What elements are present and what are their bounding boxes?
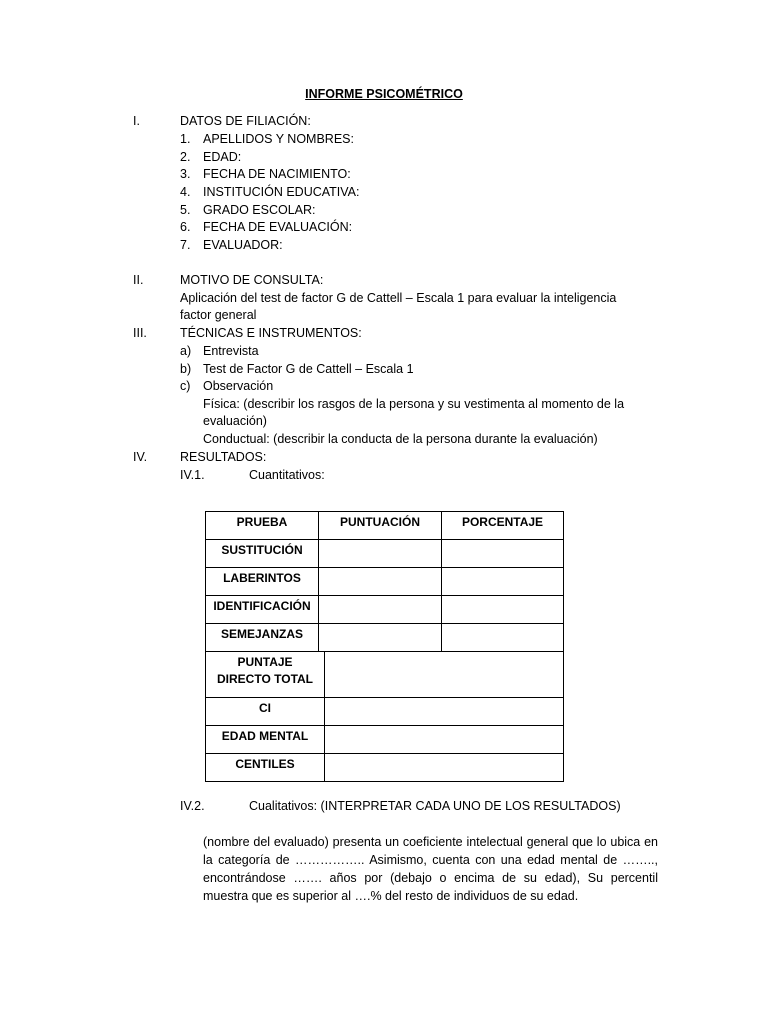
- conductual-text: Conductual: (describir la conducta de la persona durante la evaluación): [203, 432, 598, 446]
- row-label-semejanzas: SEMEJANZAS: [206, 624, 319, 652]
- list-item-letter: a): [180, 344, 192, 358]
- motivo-text-line: factor general: [180, 308, 257, 322]
- header-porcentaje: PORCENTAJE: [442, 512, 564, 540]
- list-item-number: 1.: [180, 132, 191, 146]
- subsection-iv1-label: Cuantitativos:: [249, 468, 325, 482]
- header-prueba: PRUEBA: [206, 512, 319, 540]
- section-4-number: IV.: [133, 450, 148, 464]
- row-label-edad-mental: EDAD MENTAL: [206, 726, 325, 754]
- cell-edad-mental-value: [325, 726, 564, 754]
- directo-total-line: DIRECTO TOTAL: [217, 672, 313, 686]
- section-4-heading: RESULTADOS:: [180, 450, 267, 464]
- section-2-number: II.: [133, 273, 144, 287]
- cell-ci-value: [325, 698, 564, 726]
- cell-centiles-value: [325, 754, 564, 782]
- list-item-letter: c): [180, 379, 191, 393]
- results-table: [205, 511, 564, 782]
- table-row: [206, 726, 564, 754]
- cell-porcentaje: [442, 596, 564, 624]
- section-1-number: I.: [133, 114, 140, 128]
- fisica-text-line: Física: (describir los rasgos de la persona y su vestimenta al momento de la: [203, 397, 625, 411]
- table-row: [206, 698, 564, 726]
- row-label-centiles: CENTILES: [206, 754, 325, 782]
- field-edad: EDAD:: [203, 150, 242, 164]
- row-label-identificacion: IDENTIFICACIÓN: [206, 596, 319, 624]
- field-grado-escolar: GRADO ESCOLAR:: [203, 203, 316, 217]
- field-apellidos-nombres: APELLIDOS Y NOMBRES:: [203, 132, 354, 146]
- row-label-puntaje-directo-total: [206, 652, 325, 698]
- list-item-number: 3.: [180, 167, 191, 181]
- document-title: INFORME PSICOMÉTRICO: [305, 87, 463, 101]
- table-row: [206, 540, 564, 568]
- row-label-laberintos: LABERINTOS: [206, 568, 319, 596]
- section-2-heading: MOTIVO DE CONSULTA:: [180, 273, 324, 287]
- section-3-number: III.: [133, 326, 147, 340]
- row-label-ci: CI: [206, 698, 325, 726]
- field-fecha-nacimiento: FECHA DE NACIMIENTO:: [203, 167, 351, 181]
- table-row: [206, 652, 564, 698]
- puntaje-line: PUNTAJE: [237, 655, 293, 669]
- cell-porcentaje: [442, 568, 564, 596]
- field-fecha-evaluacion: FECHA DE EVALUACIÓN:: [203, 220, 353, 234]
- field-evaluador: EVALUADOR:: [203, 238, 283, 252]
- instrument-entrevista: Entrevista: [203, 344, 259, 358]
- section-1-heading: DATOS DE FILIACIÓN:: [180, 114, 311, 128]
- row-label-sustitucion: SUSTITUCIÓN: [206, 540, 319, 568]
- cell-puntuacion: [319, 624, 442, 652]
- cell-puntuacion: [319, 568, 442, 596]
- cell-puntuacion: [319, 596, 442, 624]
- field-institucion-educativa: INSTITUCIÓN EDUCATIVA:: [203, 185, 360, 199]
- instrument-test-cattell: Test de Factor G de Cattell – Escala 1: [203, 362, 414, 376]
- list-item-number: 4.: [180, 185, 191, 199]
- header-puntuacion: PUNTUACIÓN: [319, 512, 442, 540]
- table-row: [206, 754, 564, 782]
- list-item-letter: b): [180, 362, 192, 376]
- list-item-number: 7.: [180, 238, 191, 252]
- list-item-number: 5.: [180, 203, 191, 217]
- table-row: [206, 624, 564, 652]
- list-item-number: 6.: [180, 220, 191, 234]
- subsection-iv2-label: Cualitativos: (INTERPRETAR CADA UNO DE LOS RESULTADOS): [249, 799, 621, 813]
- cualitativos-paragraph: (nombre del evaluado) presenta un coeficiente intelectual general que lo ubica en la categoría de …………….. Asimismo, cuenta con una edad mental de …….., encontrándose ……. años por (debajo o encima de su edad), Su percentil muestra que es superior al ….% del resto de individuos de su edad.: [203, 835, 658, 903]
- instrument-observacion: Observación: [203, 379, 274, 393]
- subsection-iv2-number: IV.2.: [180, 799, 205, 813]
- table-row: [206, 568, 564, 596]
- list-item-number: 2.: [180, 150, 191, 164]
- motivo-text-line: Aplicación del test de factor G de Cattell – Escala 1 para evaluar la inteligencia: [180, 291, 617, 305]
- cell-puntuacion: [319, 540, 442, 568]
- section-3-heading: TÉCNICAS E INSTRUMENTOS:: [180, 326, 362, 340]
- cell-porcentaje: [442, 540, 564, 568]
- cell-porcentaje: [442, 624, 564, 652]
- fisica-text-line: evaluación): [203, 414, 267, 428]
- cell-puntaje-total-value: [325, 652, 564, 698]
- subsection-iv1-number: IV.1.: [180, 468, 205, 482]
- table-row: [206, 596, 564, 624]
